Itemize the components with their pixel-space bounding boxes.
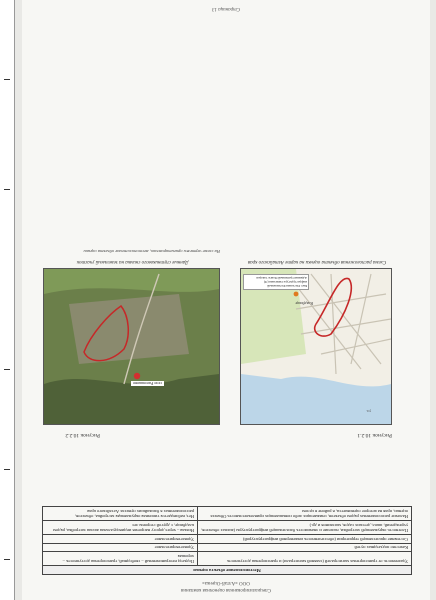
map-note: На схеме чертежи ориентировочно, местоположение объекта оценки <box>83 249 220 254</box>
table-cell: Плотность окружающей застройки, наличие и значимость близлежащей инфраструктуры (жилых объектов, учреждений, школ, детских садов, магазинов и др.) <box>197 521 411 535</box>
table-row <box>43 552 412 566</box>
table-cell: Удаленность от транспортных магистралей (главной магистрали) и транспортная доступность <box>197 552 411 566</box>
satellite-image <box>43 268 220 425</box>
table-header: Местоположение объекта оценки <box>43 566 412 575</box>
location-table <box>42 507 412 576</box>
location-marker-icon <box>294 292 299 297</box>
figure-1-label: Рисунок 10.2.1 <box>357 432 392 438</box>
cemetery-label: Кладбище <box>295 301 313 306</box>
satellite-graphic <box>44 269 219 424</box>
table-cell: Наличие расположенных рядом объектов, снижающих либо повышающих привлекательность Объекта оценки, прав на которое оценивается, в районе в целом <box>197 507 411 521</box>
table-cell: Качество подъездных путей <box>197 544 411 553</box>
map-poi-callout: Быт. Песчаная Расхвожный инфраструктуре типичная (Л) Административный Поиск товаров <box>243 274 309 290</box>
table-row <box>43 507 412 521</box>
document-page <box>22 0 430 600</box>
street-map-graphic <box>241 269 391 424</box>
table-cell: Низкая – через дорогу напротив индивидуальная жилая застройка, рядом кладбище, с другой стороны лес <box>43 521 198 535</box>
figure-1-caption: Схема расположения объекта оценки на карте Алтайского края <box>247 259 387 264</box>
table-row <box>43 535 412 544</box>
adjacent-page-edge <box>0 0 15 600</box>
table-cell: Подъезд неограниченный – свободный, транспортная доступность – хорошая <box>43 552 198 566</box>
table-cell: Удовлетворительное <box>43 535 198 544</box>
street-map <box>240 268 392 425</box>
table-cell: Удовлетворительное <box>43 544 198 553</box>
page-number: Страница 13 <box>211 6 241 11</box>
company-type: Специализированная оценочная компания <box>181 587 271 592</box>
village-label: село Рассошково <box>133 381 162 386</box>
company-name: ООО «Алтай-Оценка» <box>202 580 250 585</box>
table-cell: Нет, наблюдается типичная окружающая застройка, объектов, расположенных в ближайших пунктах Алтайского края <box>43 507 198 521</box>
figure-2-label: Рисунок 10.2.2 <box>65 432 100 438</box>
figure-2-caption: Данные спутникового снимка на земельный участок <box>76 259 189 264</box>
table-row <box>43 521 412 535</box>
table-row <box>43 544 412 553</box>
location-marker-icon <box>134 373 140 379</box>
table-cell: Состояние прилегающей территории (обеспеченность инженерной инфраструктурой) <box>197 535 411 544</box>
road-label: ул. <box>366 409 371 414</box>
